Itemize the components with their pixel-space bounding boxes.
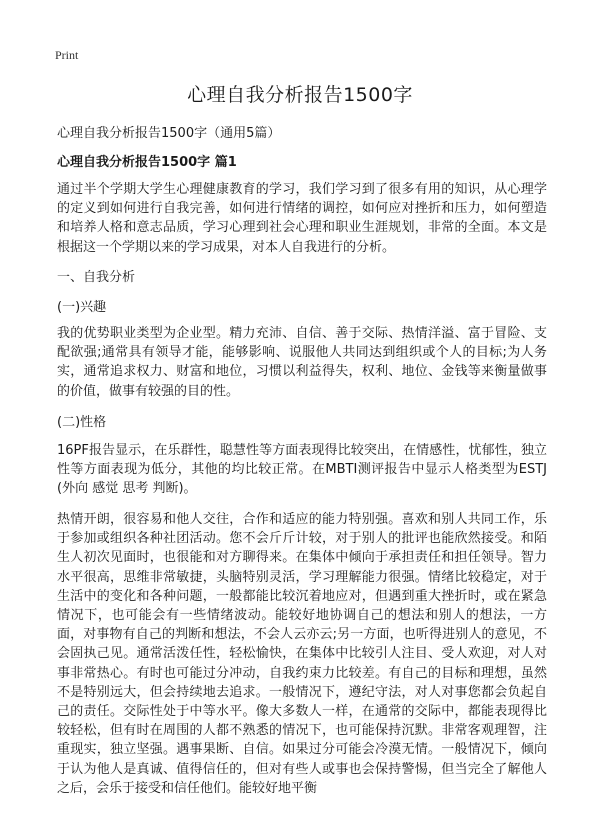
heading-interest: (一)兴趣 [57,300,107,315]
document-title: 心理自我分析报告1500字 [187,84,413,106]
heading-self-analysis: 一、自我分析 [57,270,136,285]
print-label: Print [55,48,79,62]
document-subtitle: 心理自我分析报告1500字（通用5篇） [57,126,281,141]
section-title: 心理自我分析报告1500字 篇1 [57,155,237,170]
intro-paragraph: 通过半个学期大学生心理健康教育的学习，我们学习到了很多有用的知识，从心理学的定义到如何进行自我完善，如何进行情绪的调控，如何应对挫折和压力，如何塑造和培养人格和意志品质，学习心理到社会心理和职业生涯规划，非常的全面。本文是根据这一个学期以来的学习成果，对本人自我进行的分析。 [57,182,547,255]
personality-paragraph: 热情开朗，很容易和他人交往，合作和适应的能力特别强。喜欢和别人共同工作，乐于参加或组织各种社团活动。您不会斤斤计较，对于别人的批评也能欣然接受。和陌生人初次见面时，也很能和对方聊得来。在集体中倾向于承担责任和担任领导。智力水平很高，思维非常敏捷，头脑特别灵活，学习理解能力很强。情绪比较稳定，对于生活中的变化和各种问题，一般都能比较沉着地应对，但遇到重大挫折时，或在紧急情况下，也可能会有一些情绪波动。能较好地协调自己的想法和别人的想法，一方面，对事物有自己的判断和想法，不会人云亦云;另一方面，也听得进别人的意见，不会固执己见。通常活泼任性，轻松愉快，在集体中比较引人注目、受人欢迎，对人对事非常热心。有时也可能过分冲动，自我约束力比较差。有自己的目标和理想，虽然不是特别远大，但会持续地去追求。一般情况下，遵纪守法，对人对事您都会负起自己的责任。交际性处于中等水平。像大多数人一样，在通常的交际中，都能表现得比较轻松，但有时在周围的人都不熟悉的情况下，也可能保持沉默。非常客观理智，注重现实，独立坚强。遇事果断、自信。如果过分可能会冷漠无情。一般情况下，倾向于认为他人是真诚、值得信任的，但对有些人或事也会保持警惕，但当完全了解他人之后，会乐于接受和信任他们。能较好地平衡 [57,512,547,796]
interest-paragraph: 我的优势职业类型为企业型。精力充沛、自信、善于交际、热情洋溢、富于冒险、支配欲强;通常具有领导才能，能够影响、说服他人共同达到组织或个人的目标;为人务实，通常追求权力、财富和地位，习惯以利益得失，权利、地位、金钱等来衡量做事的价值，做事有较强的目的性。 [57,326,547,399]
pf16-paragraph: 16PF报告显示，在乐群性，聪慧性等方面表现得比较突出，在情感性，忧郁性，独立性等方面表现为低分，其他的均比较正常。在MBTI测评报告中显示人格类型为ESTJ(外向 感觉 思考 判断)。 [57,443,547,497]
heading-personality: (二)性格 [57,415,107,430]
